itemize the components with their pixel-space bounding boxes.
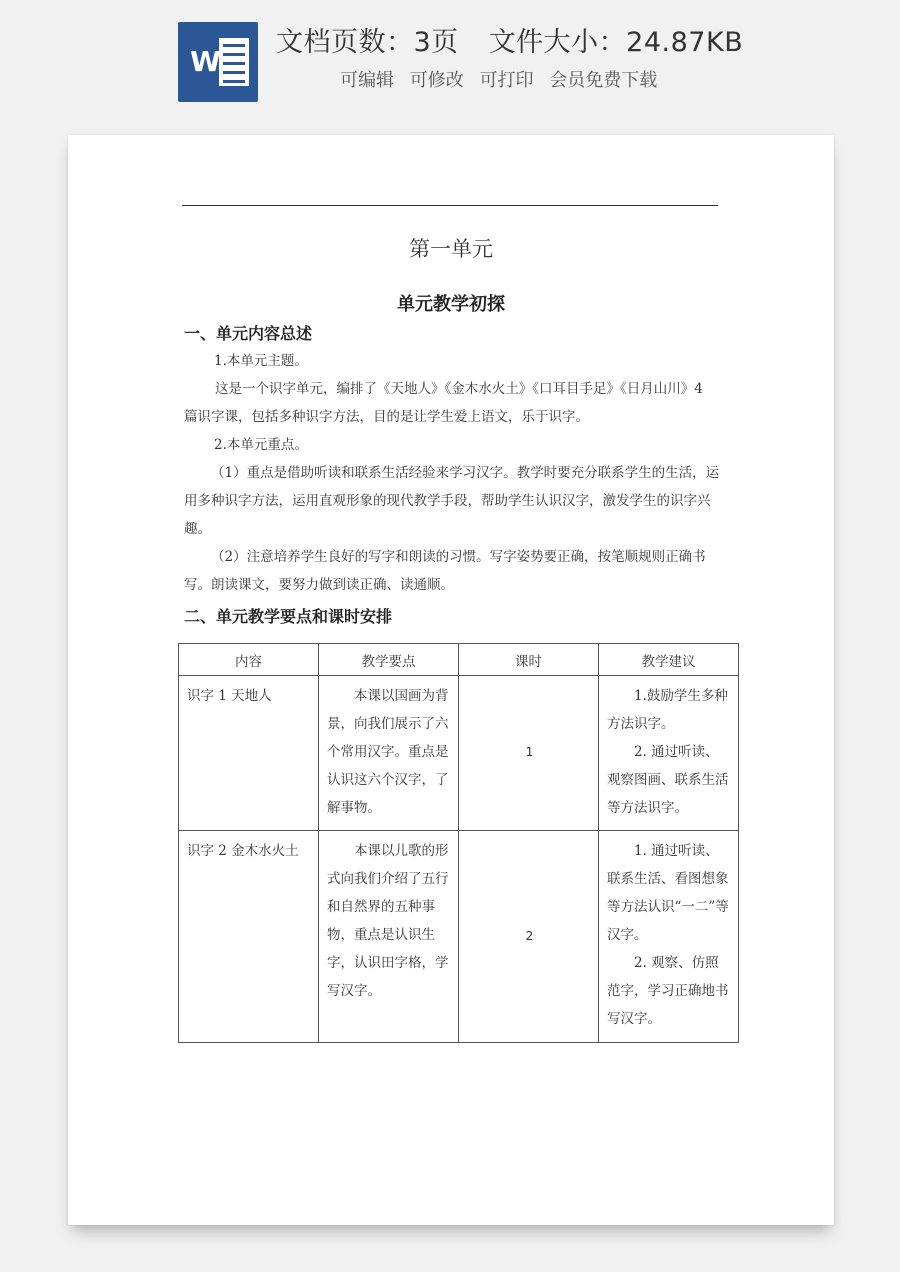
cell-advice: 1. 通过听读、联系生活、看图想象等方法认识“一二”等汉字。 2. 观察、仿照范字，学习正确地书写汉字。	[599, 831, 739, 1043]
lesson-plan-table	[178, 643, 739, 1043]
cell-content: 识字 2 金木水火土	[179, 831, 319, 1043]
section1-heading: 一、单元内容总述	[184, 324, 313, 343]
file-info	[276, 20, 756, 59]
download-banner	[0, 0, 900, 110]
item1-text: 这是一个识字单元，编排了《天地人》《金木水火土》《口耳目手足》《日月山川》4 篇识字课，包括多种识字方法，目的是让学生爱上语文，乐于识字。	[184, 381, 703, 425]
cell-hours: 2	[459, 831, 599, 1043]
cell-advice: 1.鼓励学生多种方法识字。 2. 通过听读、观察图画、联系生活等方法识字。	[599, 676, 739, 831]
item1-heading: 1.本单元主题。	[214, 353, 308, 369]
word-logo-letter: W	[190, 45, 221, 78]
cell-hours: 1	[459, 676, 599, 831]
header-content: 内容	[179, 644, 319, 676]
section-title: 单元教学初探	[397, 294, 505, 315]
header-teaching-points: 教学要点	[319, 644, 459, 676]
document-page	[68, 135, 834, 1225]
file-size: 文件大小：24.87KB	[488, 27, 744, 58]
feature-list	[340, 66, 720, 92]
cell-content: 识字 1 天地人	[179, 676, 319, 831]
unit-title: 第一单元	[409, 237, 493, 261]
feature-member-free-download: 会员免费下载	[549, 70, 658, 91]
header-class-hours: 课时	[459, 644, 599, 676]
point1-text: （1）重点是借助听读和联系生活经验来学习汉字。教学时要充分联系学生的生活，运用多种识字方法，运用直观形象的现代教学手段，帮助学生认识汉字，激发学生的识字兴趣。	[184, 465, 720, 537]
table-row	[179, 676, 739, 831]
section2-heading: 二、单元教学要点和课时安排	[184, 607, 393, 626]
header-teaching-advice: 教学建议	[599, 644, 739, 676]
section1-body	[184, 347, 720, 599]
page-count: 文档页数：3页	[276, 27, 459, 58]
item2-heading: 2.本单元重点。	[214, 437, 308, 453]
feature-printable: 可打印	[479, 70, 534, 91]
cell-points: 本课以儿歌的形式向我们介绍了五行和自然界的五种事物，重点是认识生字，认识田字格，学写汉字。	[319, 831, 459, 1043]
point2-text: （2）注意培养学生良好的写字和朗读的习惯。写字姿势要正确，按笔顺规则正确书写。朗读课文，要努力做到读正确、读通顺。	[184, 549, 706, 593]
header-rule	[182, 205, 718, 206]
table-header-row	[179, 644, 739, 676]
feature-editable: 可编辑	[340, 70, 394, 91]
word-document-icon	[178, 22, 258, 102]
cell-points: 本课以国画为背景，向我们展示了六个常用汉字。重点是认识这六个汉字，了解事物。	[319, 676, 459, 831]
table-row	[179, 831, 739, 1043]
feature-modifiable: 可修改	[409, 70, 464, 91]
